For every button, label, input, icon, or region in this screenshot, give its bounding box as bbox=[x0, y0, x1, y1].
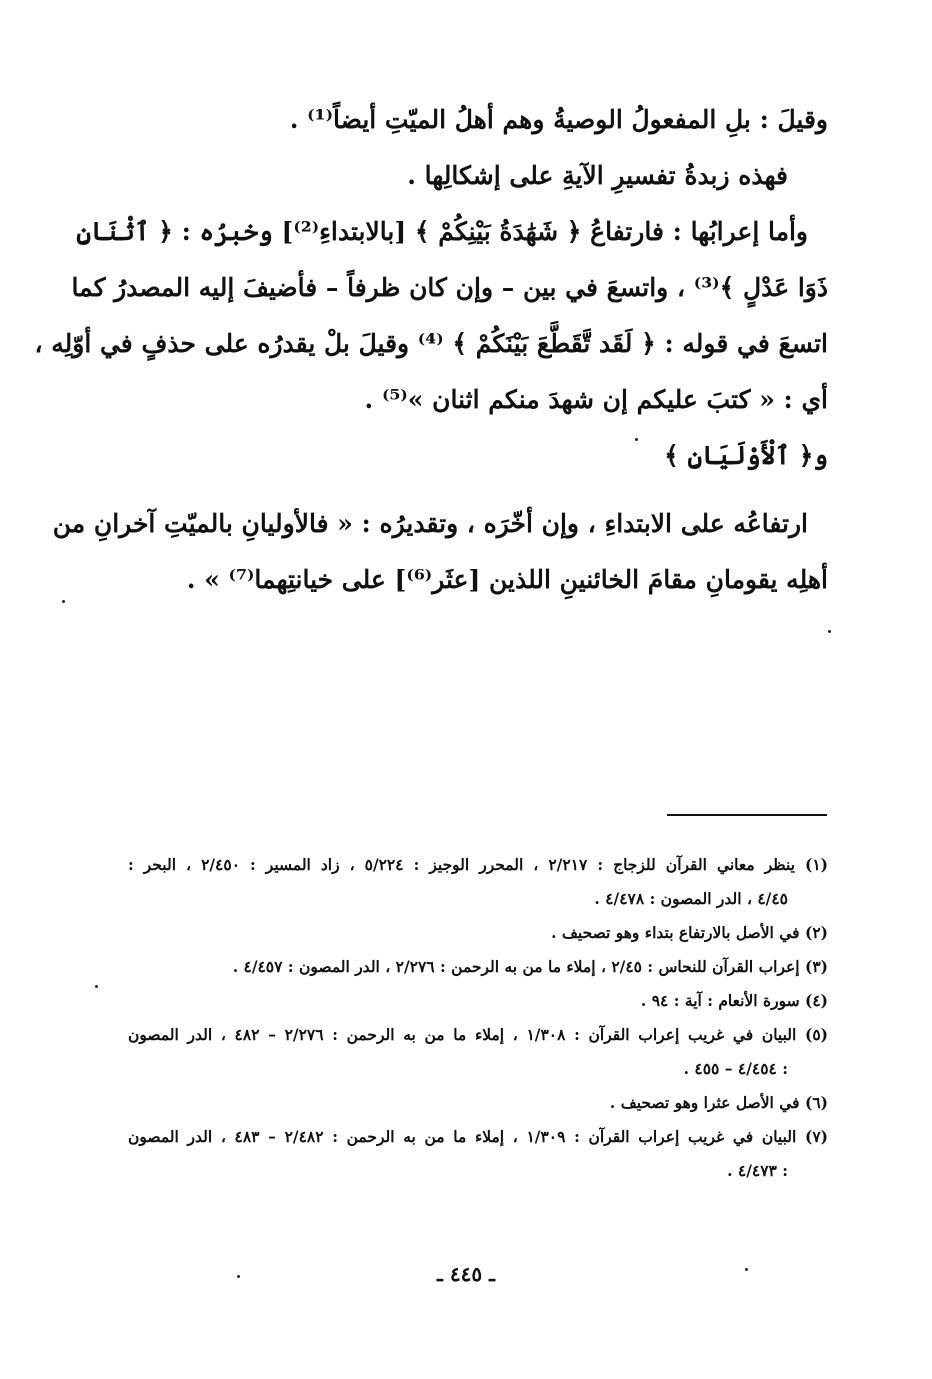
page-number: ـ ٤٤٥ ـ bbox=[437, 1262, 495, 1286]
scan-speck bbox=[95, 985, 98, 988]
footnote-line: (٣) إعراب القرآن للنحاس : ٢/٤٥ ، إملاء ما من به الرحمن : ٢/٢٧٦ ، الدر المصون : ٤/٤٥٧ . bbox=[232, 957, 828, 976]
footnote-line: (٢) في الأصل بالارتفاع بتداء وهو تصحيف . bbox=[551, 923, 828, 942]
main-text bbox=[34, 92, 828, 608]
footnote-line: (٥) البيان في غريب إعراب القرآن : ١/٣٠٨ ، إملاء ما من به الرحمن : ٢/٢٧٦ – ٤٨٢ ، الدر المصون bbox=[128, 1025, 828, 1044]
text-line-7: و﴿ ٱلْأَوْلَيَانِ ﴾ bbox=[664, 441, 828, 470]
footnote-line: : ٤/٤٧٣ . bbox=[727, 1161, 788, 1180]
text-line-9: أهلِه يقومانِ مقامَ الخائنينِ اللذين [عثَر⁽⁶⁾] على خيانتِهما⁽⁷⁾ » . bbox=[186, 565, 828, 594]
footnote-line: (٦) في الأصل عثرا وهو تصحيف . bbox=[609, 1093, 828, 1112]
text-line-8: ارتفاعُه على الابتداءِ ، وإن أخّرَه ، وتقديرُه : « فالأوليانِ بالميّتِ آخرانِ من bbox=[52, 509, 808, 538]
scan-speck bbox=[828, 630, 831, 633]
text-line-1: وقيلَ : بلِ المفعولُ الوصيةُ وهم أهلُ الميّتِ أيضاً⁽¹⁾ . bbox=[289, 105, 828, 134]
footnotes bbox=[128, 848, 828, 1188]
footnote-separator bbox=[667, 814, 827, 816]
text-line-5: اتسعَ في قوله : ﴿ لَقَد تَّقَطَّعَ بَيْنَكُمْ ﴾ ⁽⁴⁾ وقيلَ بلْ يقدرُه على حذفٍ في أوّلِه ، bbox=[34, 329, 828, 358]
scan-speck bbox=[635, 438, 638, 441]
text-line-4: ذَوَا عَدْلٍ ﴾⁽³⁾ ، واتسعَ في بين – وإن كان ظرفاً – فأضيفَ إليه المصدرُ كما bbox=[71, 273, 828, 302]
footnote-line: : ٤/٤٥٤ – ٤٥٥ . bbox=[683, 1059, 788, 1078]
text-line-2: فهذه زبدةُ تفسيرِ الآيةِ على إشكالِها . bbox=[407, 161, 788, 190]
scan-speck bbox=[237, 1275, 240, 1278]
text-line-3: وأما إعرابُها : فارتفاعُ ﴿ شَهَٰدَةُ بَيْنِكُمْ ﴾ [بالابتداءِ⁽²⁾] وخبرُه : ﴿ ٱثْنَانِ bbox=[76, 217, 808, 246]
footnote-line: (٤) سورة الأنعام : آية : ٩٤ . bbox=[640, 991, 828, 1010]
scan-speck bbox=[745, 1268, 748, 1271]
scan-speck bbox=[62, 600, 65, 603]
footnote-line: (٧) البيان في غريب إعراب القرآن : ١/٣٠٩ ، إملاء ما من به الرحمن : ٢/٤٨٢ – ٤٨٣ ، الدر المصون bbox=[128, 1127, 828, 1146]
text-line-6: أي : « كتبَ عليكم إن شهدَ منكم اثنان »⁽⁵⁾ . bbox=[364, 385, 828, 414]
footnote-line: ٤/٤٥ ، الدر المصون : ٤/٤٧٨ . bbox=[594, 889, 788, 908]
footnote-line: (١) ينظر معاني القرآن للزجاج : ٢/٢١٧ ، المحرر الوجيز : ٥/٢٢٤ ، زاد المسير : ٢/٤٥٠ ، البحر : bbox=[128, 855, 828, 874]
